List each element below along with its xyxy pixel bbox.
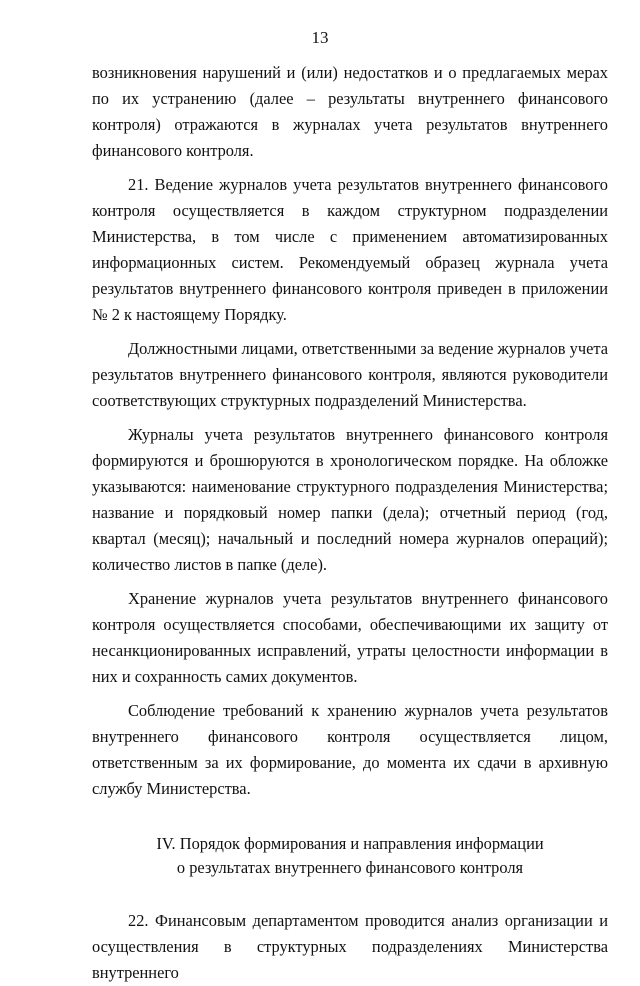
section-heading-iv [92,832,608,880]
paragraph-continuation: возникновения нарушений и (или) недостатков и о предлагаемых мерах по их устранению (далее – результаты внутреннего финансового контроля) отражаются в журналах учета результатов внутреннего финансового контроля. [92,63,608,160]
paragraph-21: 21. Ведение журналов учета результатов внутреннего финансового контроля осуществляется в каждом структурном подразделении Министерства, в том числе с применением автоматизированных информационных систем. Рекомендуемый образец журнала учета результатов внутреннего финансового контроля приведен в приложении № 2 к настоящему Порядку. [92,175,608,324]
section-heading-line-1: IV. Порядок формирования и направления информации [156,834,544,853]
section-heading-line-2: о результатах внутреннего финансового контроля [176,858,524,877]
paragraph-responsible-persons: Должностными лицами, ответственными за ведение журналов учета результатов внутреннего финансового контроля, являются руководители соответствующих структурных подразделений Министерства. [92,339,608,410]
paragraph-storage-compliance: Соблюдение требований к хранению журналов учета результатов внутреннего финансового контроля осуществляется лицом, ответственным за их формирование, до момента их сдачи в архивную службу Министерства. [92,701,608,798]
paragraph-journal-storage: Хранение журналов учета результатов внутреннего финансового контроля осуществляется способами, обеспечивающими их защиту от несанкционированных исправлений, утраты целостности информации в них и сохранность самих документов. [92,589,608,686]
paragraph-22: 22. Финансовым департаментом проводится анализ организации и осуществления в структурных подразделениях Министерства внутреннего [92,911,608,982]
page-number: 13 [311,28,329,47]
paragraph-journal-formation: Журналы учета результатов внутреннего финансового контроля формируются и брошюруются в хронологическом порядке. На обложке указываются: наименование структурного подразделения Министерства; название и порядковый номер папки (дела); отчетный период (год, квартал (месяц); начальный и последний номера журналов операций); количество листов в папке (деле). [92,425,608,574]
document-body [92,60,608,986]
